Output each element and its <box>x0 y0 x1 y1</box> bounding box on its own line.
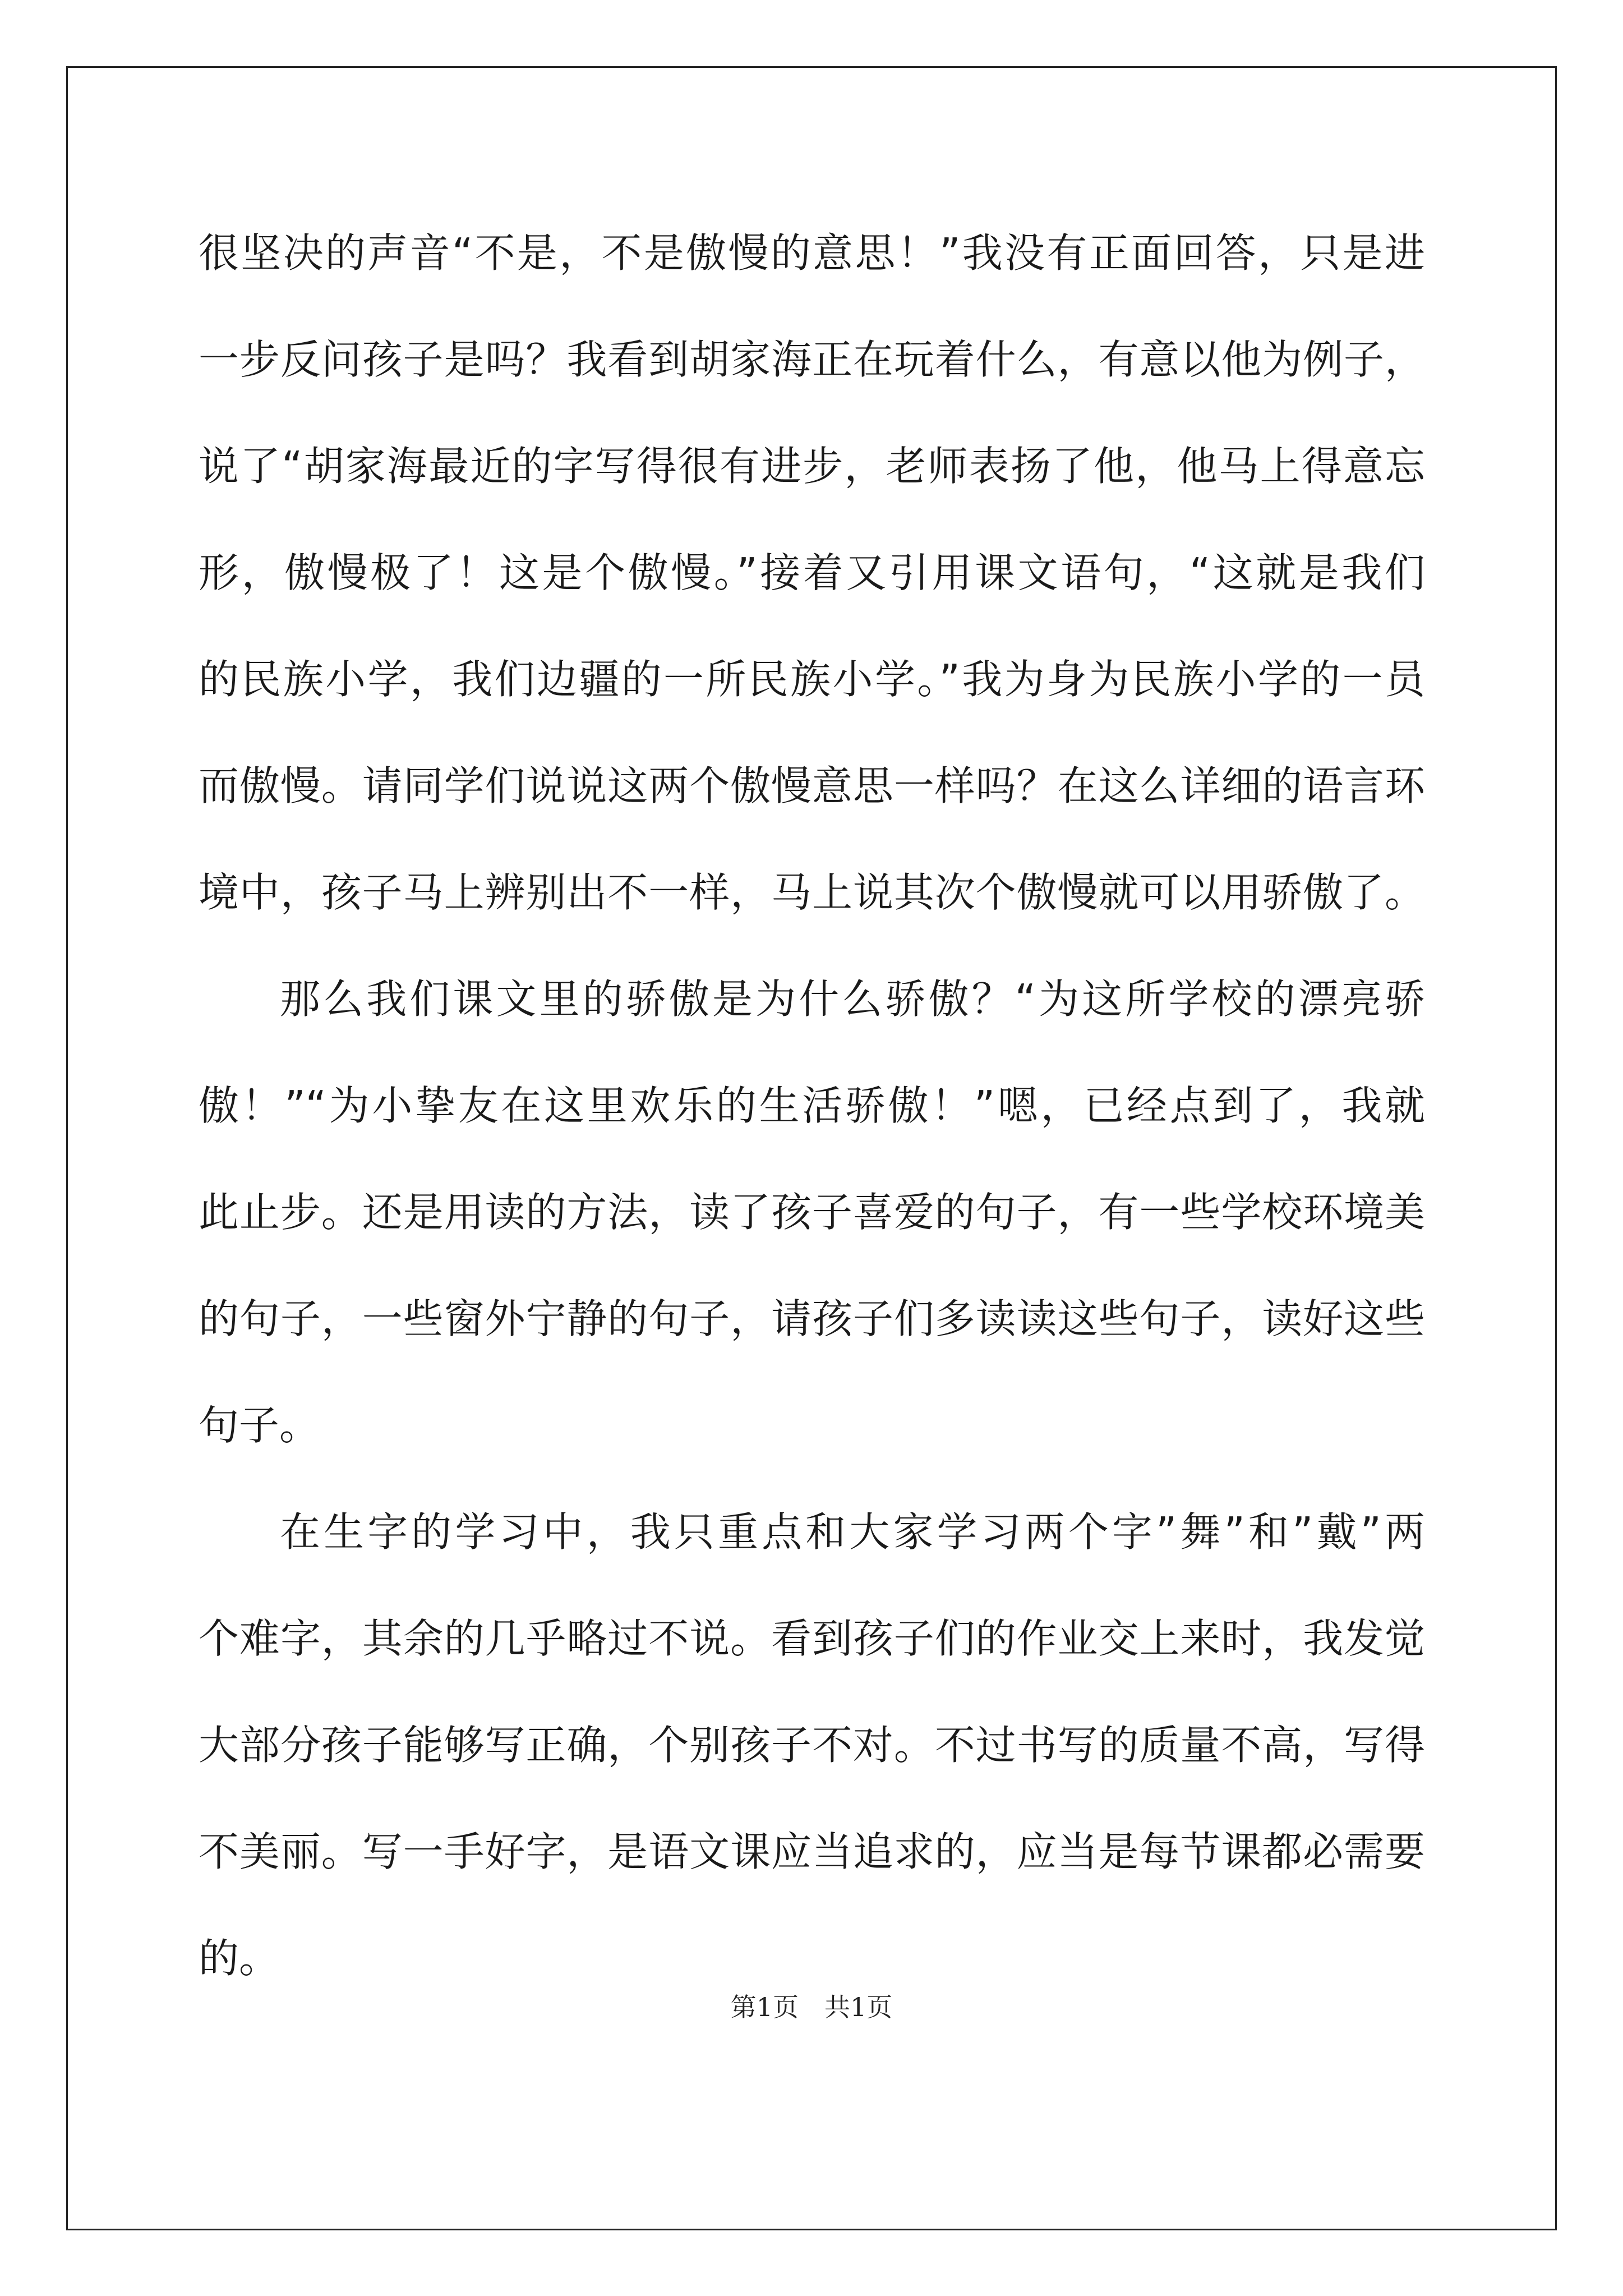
paragraph-end-line: 句子。 <box>199 1402 320 1449</box>
text-line: 很坚决的声音“不是，不是傲慢的意思！”我没有正面回答，只是进 <box>199 229 1425 277</box>
text-line: 傲！”“为小挚友在这里欢乐的生活骄傲！”嗯，已经点到了，我就 <box>199 1082 1425 1129</box>
text-line: 此止步。还是用读的方法，读了孩子喜爱的句子，有一些学校环境美 <box>199 1189 1425 1236</box>
text-line: 大部分孩子能够写正确，个别孩子不对。不过书写的质量不高，写得 <box>199 1722 1425 1769</box>
text-line: 而傲慢。请同学们说说这两个傲慢意思一样吗？在这么详细的语言环 <box>199 762 1425 809</box>
text-line: 说了“胡家海最近的字写得很有进步，老师表扬了他，他马上得意忘 <box>199 443 1425 490</box>
text-line: 一步反问孩子是吗？我看到胡家海正在玩着什么，有意以他为例子， <box>199 336 1425 383</box>
text-line: 个难字，其余的几乎略过不说。看到孩子们的作业交上来时，我发觉 <box>199 1615 1425 1662</box>
text-line: 的句子，一些窗外宁静的句子，请孩子们多读读这些句子，读好这些 <box>199 1295 1425 1342</box>
text-line: 形，傲慢极了！这是个傲慢。”接着又引用课文语句，“这就是我们 <box>199 549 1425 596</box>
document-body <box>199 200 1425 2012</box>
text-line: 的民族小学，我们边疆的一所民族小学。”我为身为民族小学的一员 <box>199 656 1425 703</box>
page-number-footer: 第1页 共1页 <box>730 1992 893 2022</box>
paragraph-end-line: 的。 <box>199 1935 280 1982</box>
paragraph-start-line: 在生字的学习中，我只重点和大家学习两个字”舞”和”戴”两 <box>280 1508 1425 1556</box>
text-line: 境中，孩子马上辨别出不一样，马上说其次个傲慢就可以用骄傲了。 <box>199 869 1425 916</box>
text-line: 不美丽。写一手好字，是语文课应当追求的，应当是每节课都必需要 <box>199 1828 1425 1875</box>
paragraph-start-line: 那么我们课文里的骄傲是为什么骄傲？“为这所学校的漂亮骄 <box>280 976 1425 1023</box>
